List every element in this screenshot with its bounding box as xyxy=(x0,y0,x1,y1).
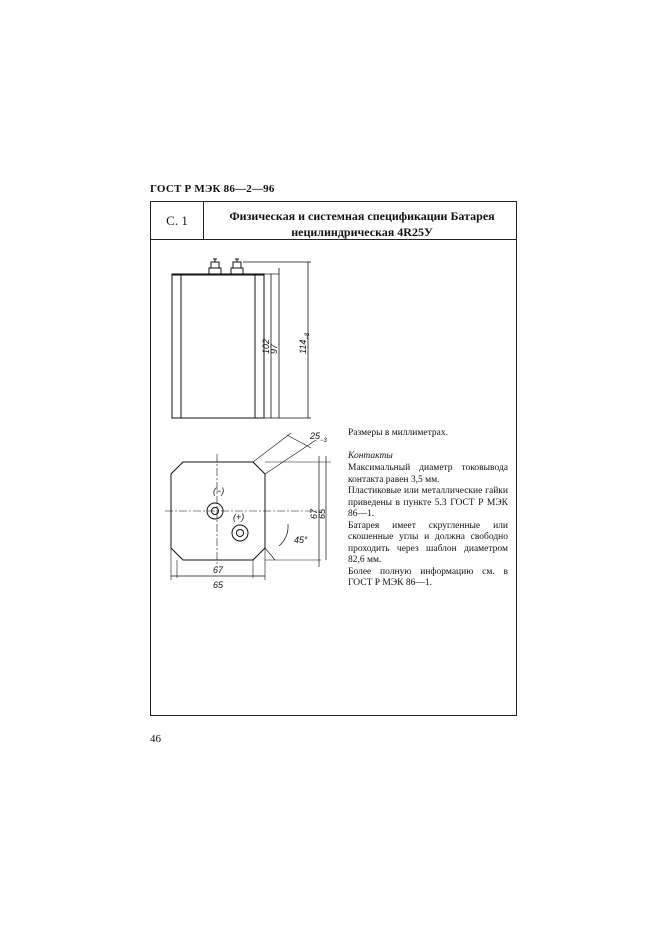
note-paragraph: Более полную информацию см. в ГОСТ Р МЭК 86—1. xyxy=(348,566,508,588)
terminal-positive-side xyxy=(231,268,243,274)
note-paragraph: Пластиковые или металлические гайки приведены в пункте 5.3 ГОСТ Р МЭК 86—1. xyxy=(348,486,508,519)
dim-67-horizontal: 67 xyxy=(213,565,224,575)
note-paragraph: Батарея имеет скругленные или скошенные углы и должна свободно проходить через шаблон диаметром 82,6 мм. xyxy=(348,520,508,565)
label-positive: (+) xyxy=(233,512,245,522)
battery-side-body xyxy=(172,274,264,418)
label-negative: (−) xyxy=(213,486,225,496)
spec-table xyxy=(150,201,517,716)
positive-terminal xyxy=(232,525,248,541)
note-paragraph: Максимальный диаметр токовывода контакта равен 3,5 мм. xyxy=(348,463,508,485)
dim-angle: 45° xyxy=(294,535,308,545)
terminal-negative-side xyxy=(209,268,221,274)
document-header: ГОСТ Р МЭК 86—2—96 xyxy=(150,183,275,195)
dim-114: $114_{-8}$ xyxy=(298,332,311,354)
dim-67-vertical: 67 xyxy=(309,508,319,519)
dim-25: $25_{-3}$ xyxy=(310,431,327,444)
dim-97: 97 xyxy=(269,343,279,354)
units-note: Размеры в миллиметрах. xyxy=(348,428,448,438)
page-number: 46 xyxy=(150,733,161,745)
section-code: С. 1 xyxy=(151,202,204,240)
dim-102: 102 xyxy=(261,338,271,354)
dim-65-horizontal: 65 xyxy=(213,580,224,590)
contacts-text xyxy=(348,463,508,590)
contacts-heading: Контакты xyxy=(348,451,393,461)
dim-65-vertical: 65 xyxy=(317,508,327,519)
section-title: Физическая и системная спецификации Батарея нецилиндрическая 4R25У xyxy=(204,202,516,240)
